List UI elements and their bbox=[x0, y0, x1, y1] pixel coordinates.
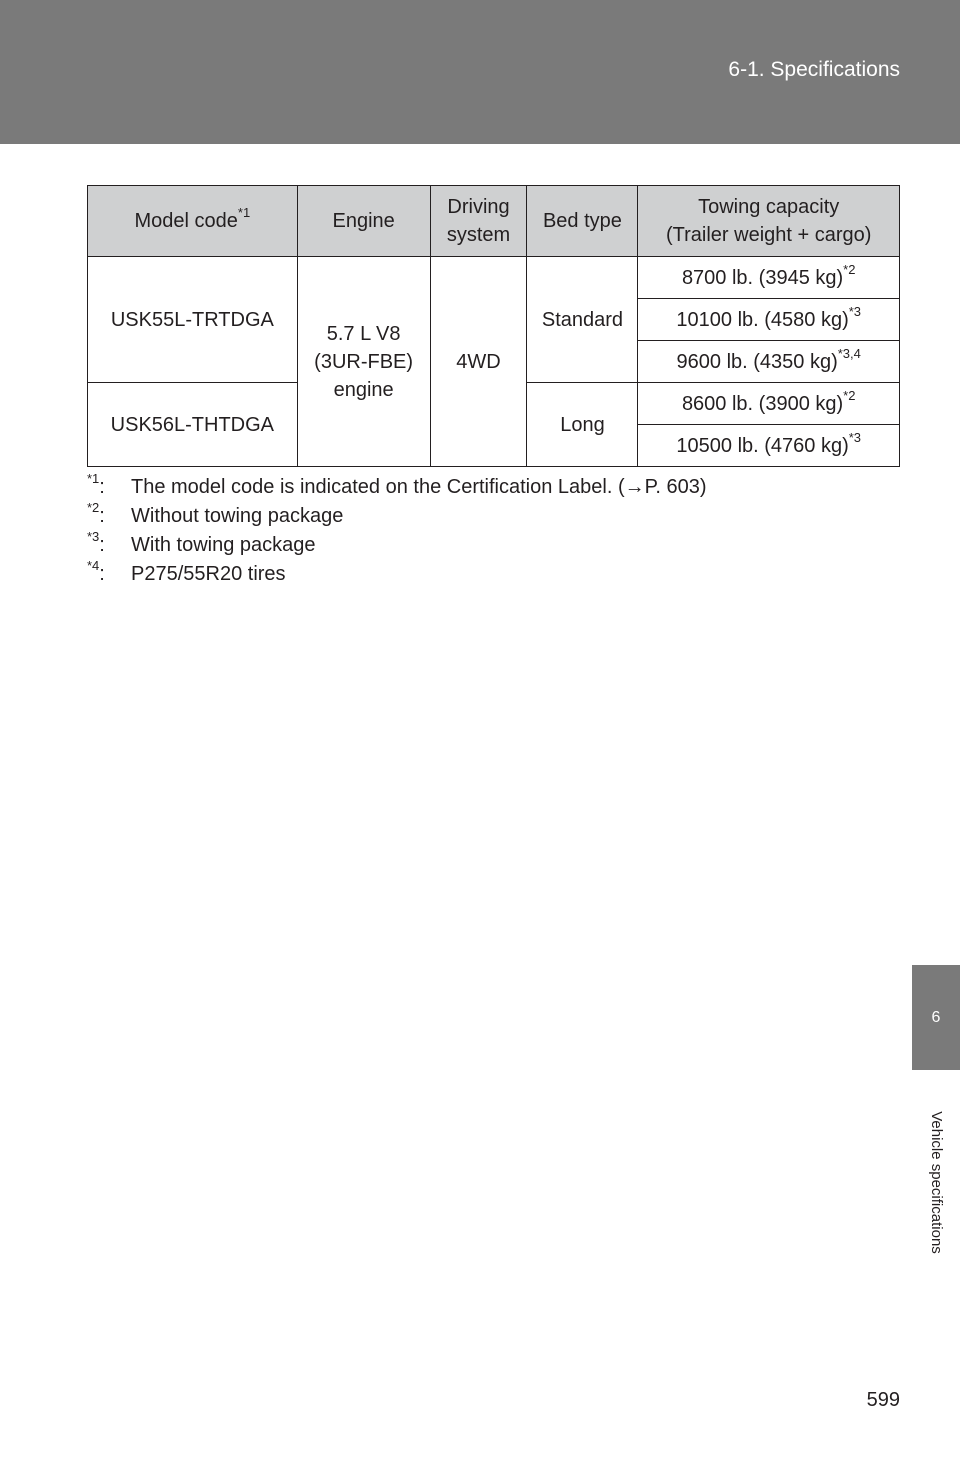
header-band bbox=[0, 0, 960, 144]
bed-type-cell: Long bbox=[527, 383, 638, 467]
footnote: $^{*4}$: P275/55R20 tires bbox=[87, 558, 286, 585]
chapter-number: 6 bbox=[931, 1008, 941, 1026]
engine-cell: 5.7 L V8 (3UR-FBE) engine bbox=[297, 257, 430, 467]
footnote: $^{*3}$: With towing package bbox=[87, 529, 316, 556]
header-towing-capacity: Towing capacity (Trailer weight + cargo) bbox=[638, 186, 900, 257]
chapter-label: Vehicle specifications bbox=[927, 1111, 945, 1254]
header-bed-type: Bed type bbox=[527, 186, 638, 257]
footnote: $^{*1}$: The model code is indicated on the Certification Label. (→P. 603) bbox=[87, 471, 707, 498]
table-row bbox=[88, 257, 900, 299]
header-driving-system: Driving system bbox=[430, 186, 527, 257]
capacity-cell: 8600 lb. (3900 kg)$^{*2}$ bbox=[638, 383, 900, 425]
capacity-cell: 8700 lb. (3945 kg)$^{*2}$ bbox=[638, 257, 900, 299]
page-number: 599 bbox=[866, 1389, 900, 1411]
capacity-cell: 9600 lb. (4350 kg)$^{*3,4}$ bbox=[638, 341, 900, 383]
model-code-cell: USK56L-THTDGA bbox=[88, 383, 298, 467]
capacity-cell: 10500 lb. (4760 kg)$^{*3}$ bbox=[638, 425, 900, 467]
footnotes bbox=[87, 473, 707, 589]
bed-type-cell: Standard bbox=[527, 257, 638, 383]
section-title: 6-1. Specifications bbox=[728, 58, 900, 81]
chapter-tab[interactable] bbox=[912, 965, 960, 1070]
driving-system-cell: 4WD bbox=[430, 257, 527, 467]
footnote: $^{*2}$: Without towing package bbox=[87, 500, 344, 527]
header-model-code: Model code$^{*1}$ bbox=[88, 186, 298, 257]
capacity-cell: 10100 lb. (4580 kg)$^{*3}$ bbox=[638, 299, 900, 341]
table-header-row bbox=[88, 186, 900, 257]
header-engine: Engine bbox=[297, 186, 430, 257]
towing-capacity-table bbox=[87, 185, 900, 467]
model-code-cell: USK55L-TRTDGA bbox=[88, 257, 298, 383]
